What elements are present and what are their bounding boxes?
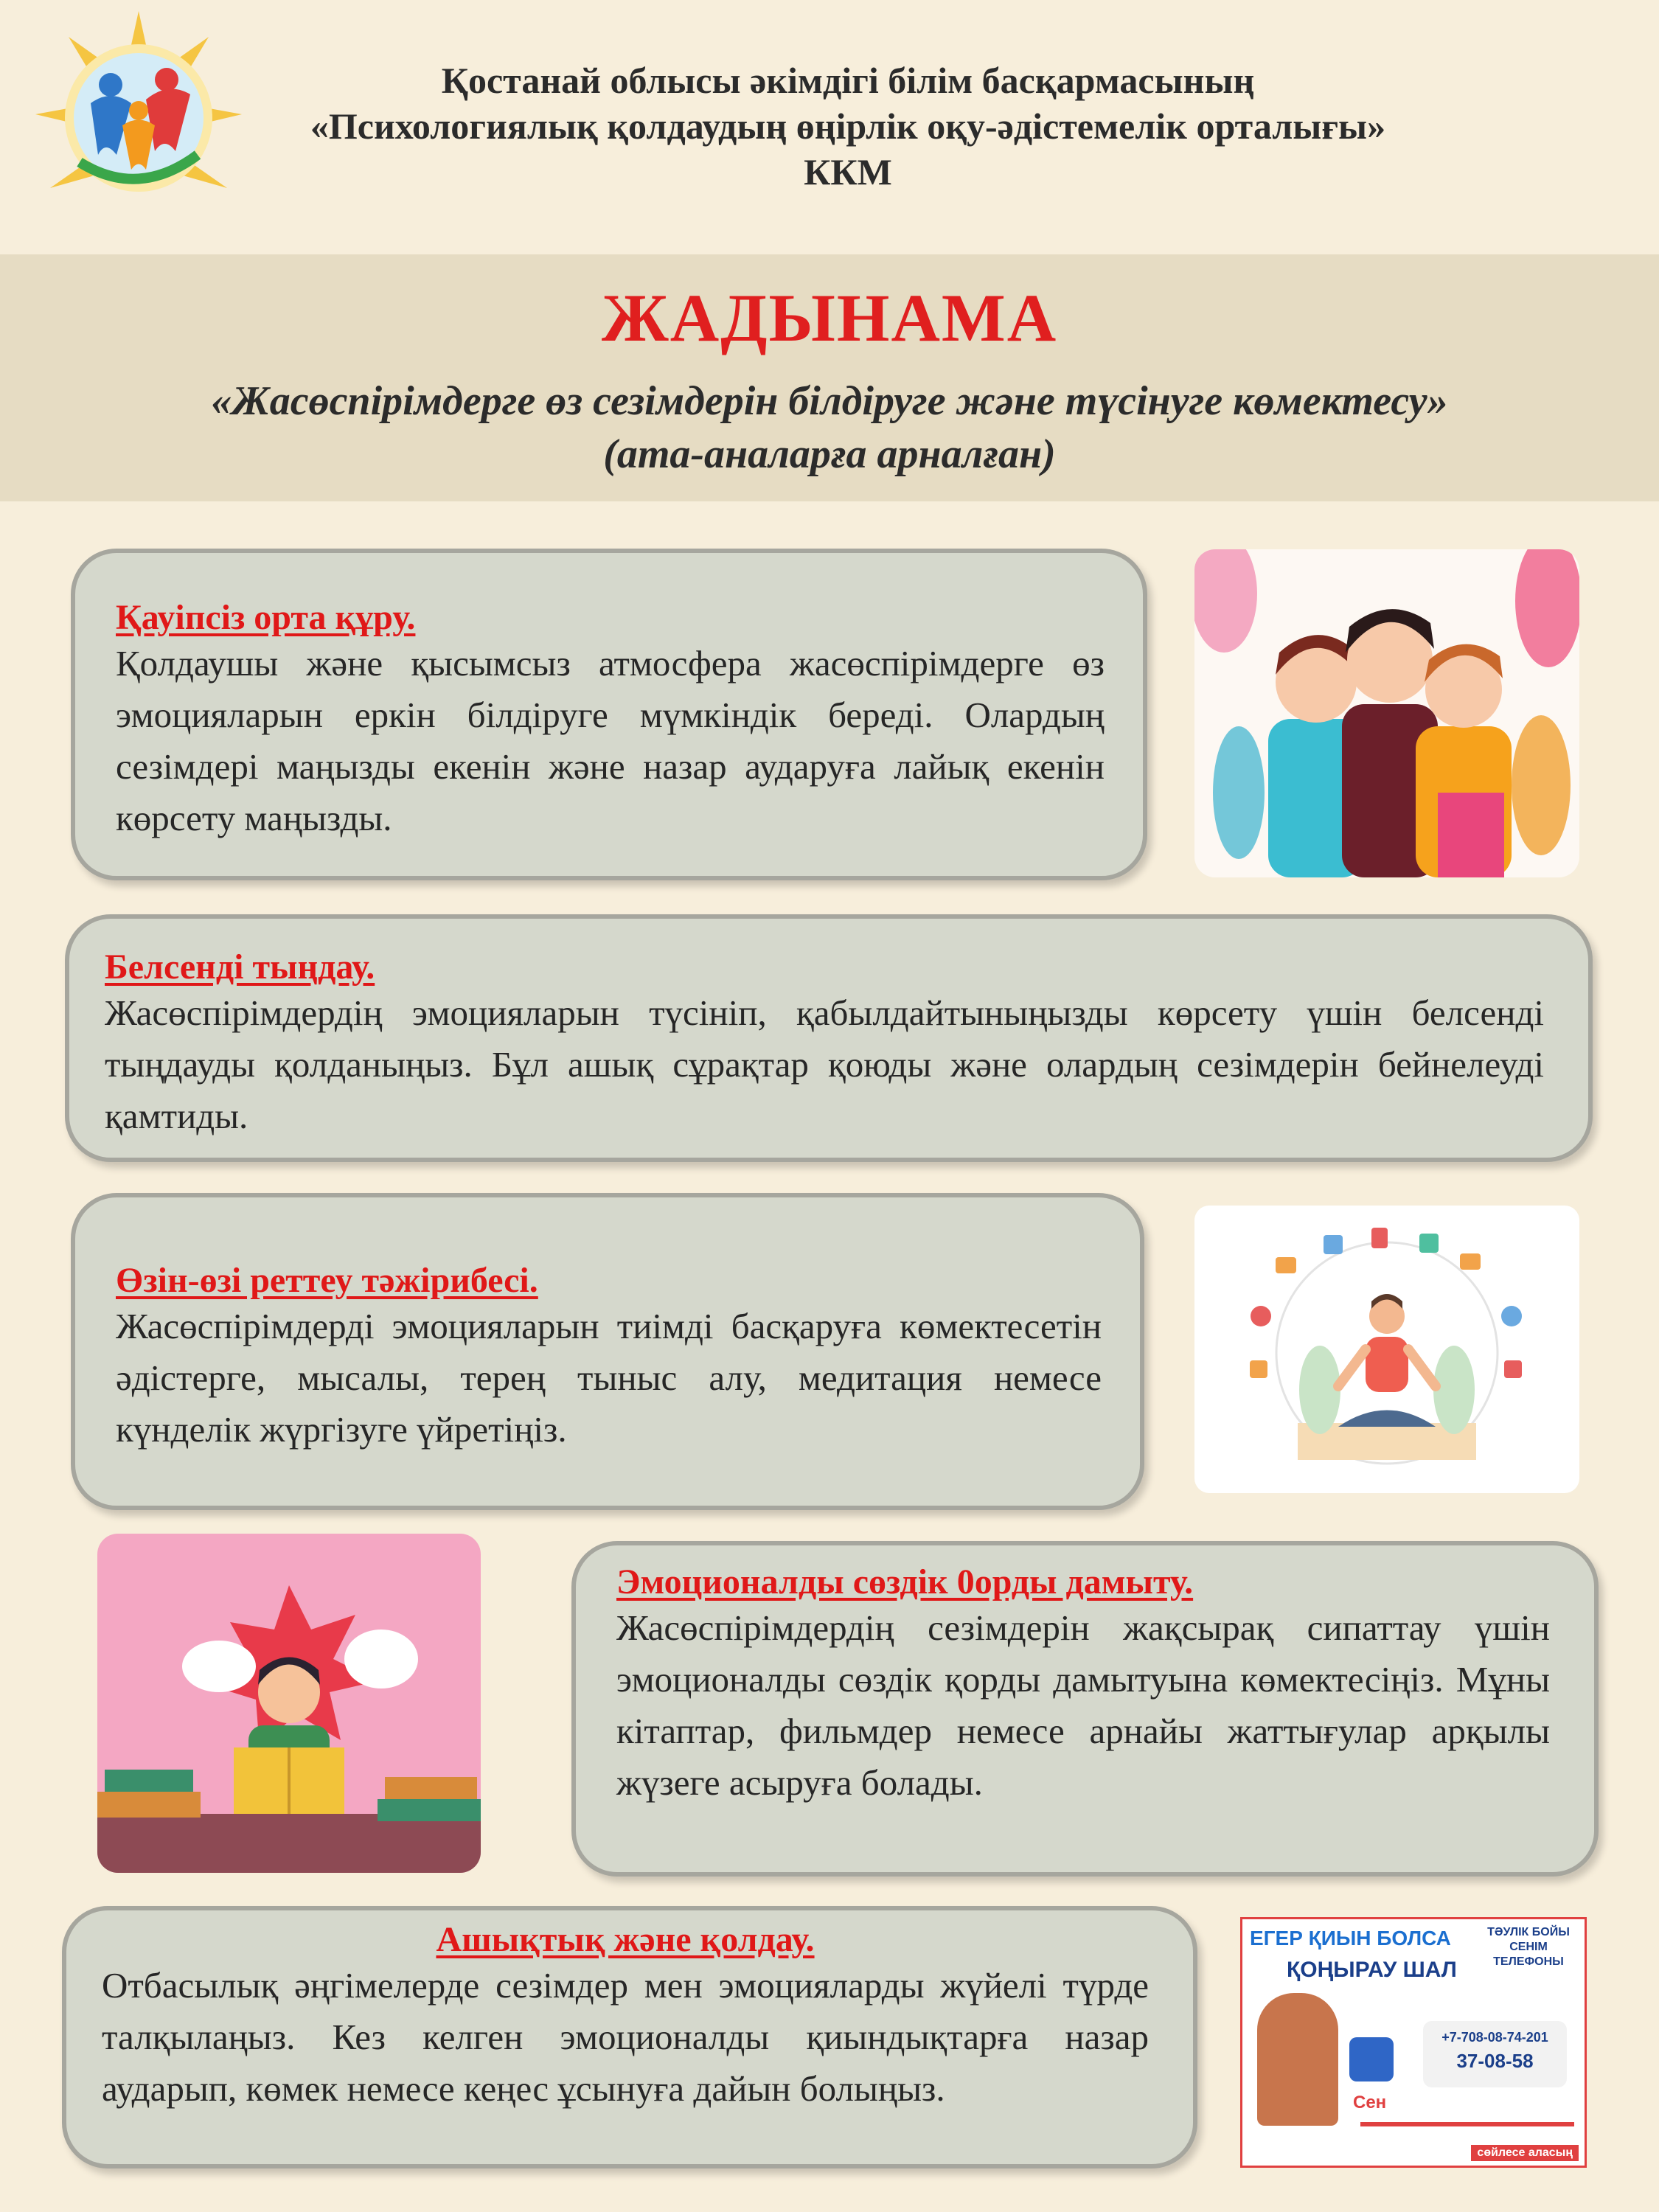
section-safe-environment <box>71 549 1147 880</box>
section-self-regulation <box>71 1193 1144 1510</box>
page-subtitle <box>0 375 1659 481</box>
dog-image <box>1257 1993 1338 2126</box>
section-emotional-vocabulary <box>571 1541 1599 1877</box>
section-text: Жасөспірімдерді эмоцияларын тиімді басқаруға көмектесетін әдістерге, мысалы, терең тыныс алу, медитация немесе күнделік жүргізуге үйретіңіз. <box>116 1306 1102 1450</box>
section-heading: Белсенді тыңдау. <box>105 947 375 987</box>
hotline-badge-1: ТӘУЛІК БОЙЫ <box>1487 1926 1570 1938</box>
section-text: Қолдаушы және қысымсыз атмосфера жасөспірімдерге өз эмоцияларын еркін білдіруге мүмкіндік береді. Олардың сезімдері маңызды екенін және назар аударуға лайық екенін көрсету маңызды. <box>116 643 1105 838</box>
section-heading: Өзін-өзі реттеу тәжірибесі. <box>116 1261 538 1300</box>
center-logo <box>28 7 249 229</box>
phone-number-1: +7-708-08-74-201 <box>1441 2030 1548 2045</box>
section-text: Жасөспірімдердің эмоцияларын түсініп, қабылдайтыныңызды көрсету үшін белсенді тыңдауды қолданыңыз. Бұл ашық сұрақтар қоюды және олардың сезімдерін бейнелеуді қамтиды. <box>105 992 1544 1136</box>
meditation-illustration <box>1194 1206 1579 1493</box>
subtitle-line-2: (ата-аналарға арналған) <box>603 431 1056 477</box>
org-line-3: ККМ <box>804 151 892 192</box>
student-illustration <box>97 1534 481 1873</box>
hotline-title-2: ҚОҢЫРАУ ШАЛ <box>1287 1958 1457 1982</box>
org-line-1: Қостанай облысы әкімдігі білім басқармасының <box>441 60 1255 101</box>
phone-number-2: 37-08-58 <box>1456 2050 1534 2072</box>
section-active-listening <box>65 914 1593 1162</box>
hotline-title-1: ЕГЕР ҚИЫН БОЛСА <box>1250 1927 1451 1950</box>
hotline-sen: Сен <box>1353 2093 1387 2112</box>
section-text: Отбасылық әңгімелерде сезімдер мен эмоцияларды жүйелі түрде талқылаңыз. Кез келген эмоционалды қиындықтарға назар аударып, көмек немесе кеңес ұсынуға дайын болыңыз. <box>102 1965 1149 2109</box>
org-line-2: «Психологиялық қолдаудың өңірлік оқу-әдістемелік орталығы» <box>310 105 1386 147</box>
phone-icon <box>1349 2037 1394 2081</box>
section-heading: Ашықтық және қолдау. <box>436 1920 815 1959</box>
hotline-footer: сөйлесе аласың <box>1471 2145 1579 2161</box>
page-title: ЖАДЫНАМА <box>601 280 1058 355</box>
hotline-badge-2: СЕНІМ ТЕЛЕФОНЫ <box>1493 1941 1564 1968</box>
hotline-badge <box>1477 1925 1580 1969</box>
teenagers-illustration <box>1194 549 1579 877</box>
section-heading: Эмоционалды сөздік 0орды дамыту. <box>616 1562 1194 1601</box>
section-text: Жасөспірімдердің сезімдерін жақсырақ сипаттау үшін эмоционалды сөздік қорды дамытуына көмектесіңіз. Мұны кітаптар, фильмдер немесе арнайы жаттығулар арқылы жүзеге асыруға болады. <box>616 1607 1550 1803</box>
hotline-poster <box>1240 1917 1587 2168</box>
subtitle-line-1: «Жасөспірімдерге өз сезімдерін білдіруге және түсінуге көмектесу» <box>211 378 1448 424</box>
hotline-phones <box>1423 2021 1567 2087</box>
hotline-divider <box>1360 2122 1574 2126</box>
section-openness-support <box>62 1906 1197 2168</box>
section-heading: Қауіпсіз орта құру. <box>116 598 416 637</box>
organization-name <box>265 58 1430 195</box>
